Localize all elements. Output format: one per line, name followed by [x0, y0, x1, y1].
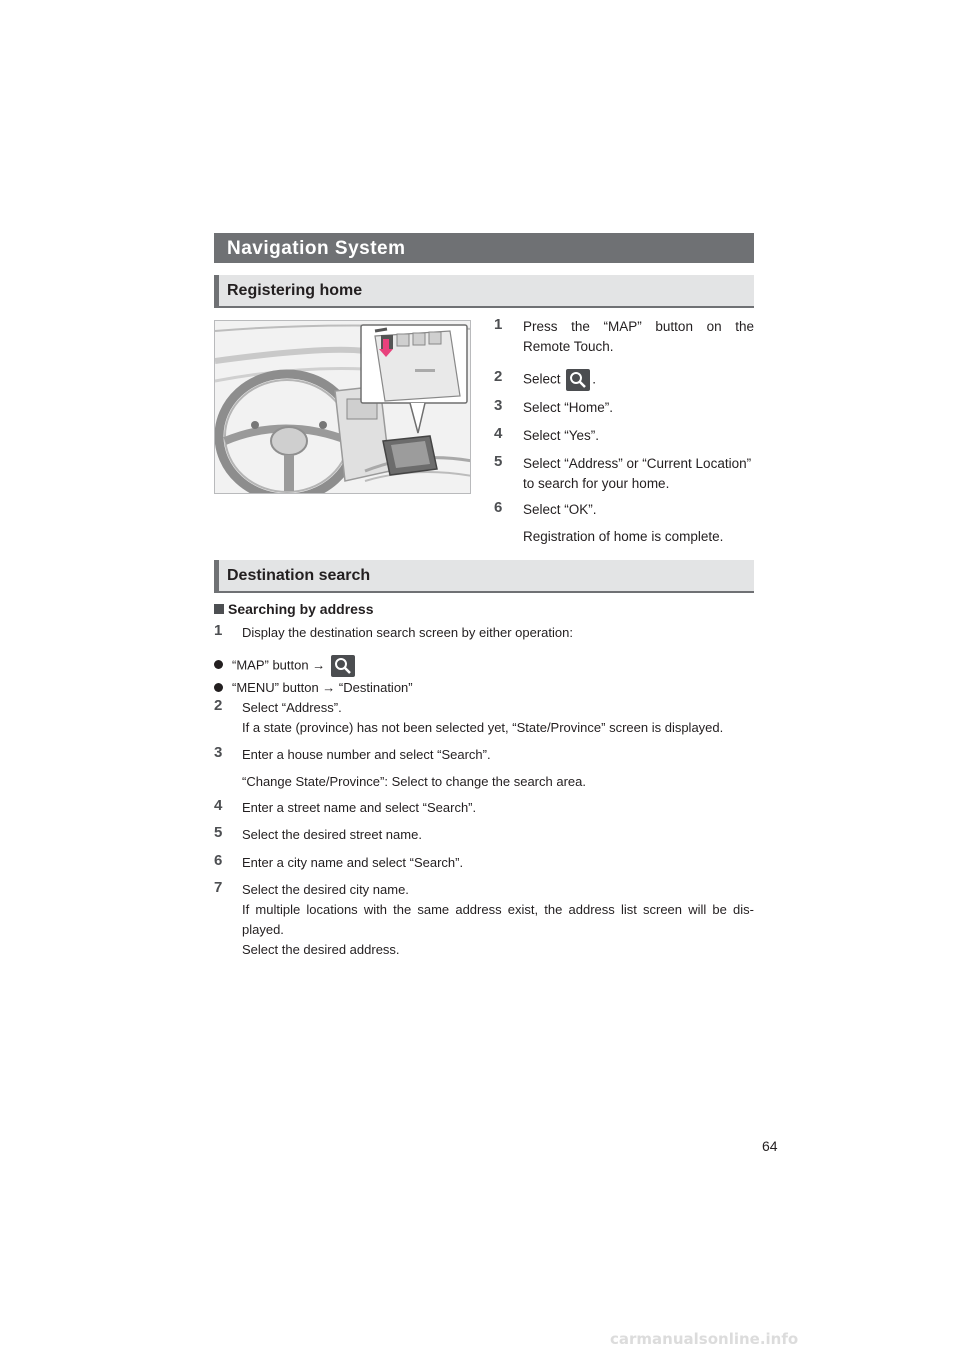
step-text: Enter a house number and select “Search”.	[242, 747, 491, 762]
step-number: 7	[214, 879, 223, 896]
bullet-dot-icon	[214, 660, 223, 669]
destination-step-1	[214, 623, 754, 643]
destination-step-5	[214, 825, 754, 845]
page-number: 64	[762, 1138, 778, 1154]
step-text: Enter a street name and select “Search”.	[242, 800, 477, 815]
heading-text: Searching by address	[228, 601, 374, 617]
step-text: Enter a city name and select “Search”.	[242, 855, 464, 870]
step-text: Select the desired street name.	[242, 827, 422, 842]
step-subtext: If a state (province) has not been selected yet, “State/Province” screen is displayed.	[242, 720, 724, 735]
bullet-map-button	[214, 655, 357, 677]
destination-step-4	[214, 798, 754, 818]
bullet-dot-icon	[214, 683, 223, 692]
step-text-before: Select	[523, 371, 561, 387]
magnifier-icon	[334, 657, 352, 675]
square-bullet-icon	[214, 604, 224, 614]
watermark: carmanualsonline.info	[610, 1330, 799, 1348]
register-step-6	[494, 500, 754, 520]
destination-step-3	[214, 745, 754, 792]
bullet-text: “MENU” button → “Destination”	[232, 680, 413, 695]
destination-step-7	[214, 880, 754, 960]
register-step-3	[494, 398, 754, 418]
dashboard-illustration	[214, 320, 471, 494]
register-step-1	[494, 317, 754, 357]
step-number: 1	[494, 316, 503, 333]
step-text: Display the destination search screen by either operation:	[242, 625, 573, 640]
bullet-menu-button	[214, 678, 413, 698]
step-text: Select “Address” or “Current Location” to search for your home.	[523, 456, 752, 491]
step-number: 3	[494, 397, 503, 414]
step-text: Select “OK”.	[523, 502, 597, 517]
step-text: Select the desired city name.	[242, 882, 409, 897]
step-text: Press the “MAP” button on the Remote Touch.	[523, 319, 754, 354]
subsection-registering-home: Registering home	[214, 275, 754, 308]
register-step-4	[494, 426, 754, 446]
searching-by-address-heading	[214, 601, 374, 617]
dashboard-drawing	[215, 321, 471, 494]
step-text: Select “Yes”.	[523, 428, 600, 443]
step-number: 5	[494, 453, 503, 470]
step-text: Select “Home”.	[523, 400, 614, 415]
register-complete-note: Registration of home is complete.	[523, 529, 724, 544]
step-text: Select “Address”.	[242, 700, 342, 715]
magnifier-icon	[569, 371, 587, 389]
step-number: 6	[494, 499, 503, 516]
step-number: 3	[214, 744, 223, 761]
search-button[interactable]	[331, 655, 355, 677]
step-number: 6	[214, 852, 223, 869]
step-subtext: If multiple locations with the same address exist, the address list screen will be dis-played.	[242, 902, 754, 937]
step-subtext-2: Select the desired address.	[242, 942, 400, 957]
bullet-text: “MAP” button →	[232, 657, 326, 673]
step-number: 4	[494, 425, 503, 442]
destination-step-2	[214, 698, 754, 738]
step-text-after: .	[592, 371, 597, 387]
step-number: 5	[214, 824, 223, 841]
step-number: 2	[494, 368, 503, 385]
section-title: Navigation System	[214, 233, 754, 263]
step-subtext: “Change State/Province”: Select to change the search area.	[242, 774, 586, 789]
subsection-destination-search: Destination search	[214, 560, 754, 593]
destination-step-6	[214, 853, 754, 873]
step-number: 1	[214, 622, 223, 639]
register-step-5	[494, 454, 754, 494]
search-button[interactable]	[566, 369, 590, 391]
step-number: 2	[214, 697, 223, 714]
step-number: 4	[214, 797, 223, 814]
register-step-2	[494, 369, 754, 391]
